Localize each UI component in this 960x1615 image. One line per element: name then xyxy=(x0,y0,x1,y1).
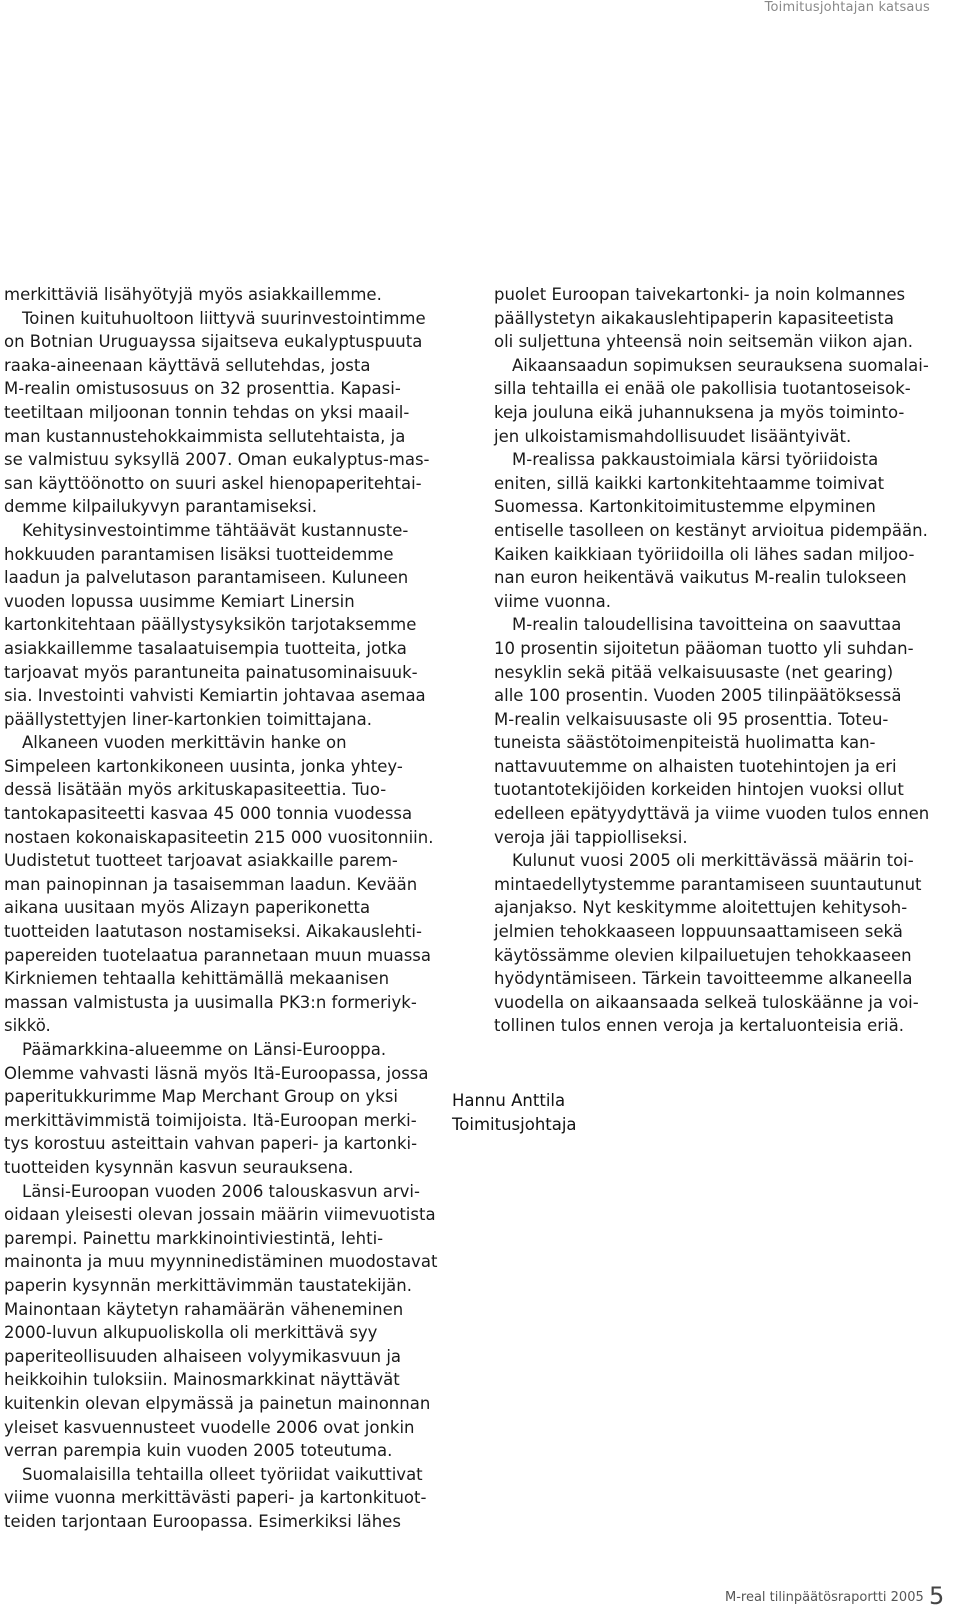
text-line: man kustannustehokkaimmista sellutehtaista, ja xyxy=(4,426,406,446)
text-line: san käyttöönotto on suuri askel hienopaperitehtai- xyxy=(4,473,422,493)
text-line: jelmien tehokkaaseen loppuunsaattamiseen sekä xyxy=(494,922,903,942)
text-line: Kaiken kaikkiaan työriidoilla oli lähes sadan miljoo- xyxy=(494,544,915,564)
text-line: päällystetyn aikakauslehtipaperin kapasiteetista xyxy=(494,308,894,328)
text-line: tuneista säästötoimenpiteistä huolimatta kan- xyxy=(494,733,876,753)
text-line: Päämarkkina-alueemme on Länsi-Eurooppa. xyxy=(22,1040,387,1059)
text-line: heikkoihin tuloksiin. Mainosmarkkinat näyttävät xyxy=(4,1370,400,1390)
text-line: Kehitysinvestointimme tähtäävät kustannuste- xyxy=(22,520,409,540)
text-line: kartonkitehtaan päällystysyksikön tarjotaksemme xyxy=(4,615,417,635)
text-line: teetiltaan miljoonan tonnin tehdas on yksi maail- xyxy=(4,402,410,422)
text-line: keja jouluna eikä juhannuksena ja myös toiminto- xyxy=(494,402,905,422)
text-line: paperiteollisuuden alhaiseen volyymikasvuun ja xyxy=(4,1346,402,1366)
text-line: paperitukkurimme Map Merchant Group on yksi xyxy=(4,1087,398,1107)
text-line: oli suljettuna yhteensä noin seitsemän viikon ajan. xyxy=(494,332,913,352)
text-line: Kulunut vuosi 2005 oli merkittävässä määrin toi- xyxy=(512,851,914,871)
text-line: silla tehtailla ei enää ole pakollisia tuotantoseisok- xyxy=(494,379,911,399)
section-header: Toimitusjohtajan katsaus xyxy=(764,0,930,15)
text-line: päällystettyjen liner-kartonkien toimittajana. xyxy=(4,709,372,729)
signature-title: Toimitusjohtaja xyxy=(452,1115,577,1134)
text-line: puolet Euroopan taivekartonki- ja noin kolmannes xyxy=(494,285,906,304)
text-line: Aikaansaadun sopimuksen seurauksena suomalai- xyxy=(512,355,929,375)
text-line: Simpeleen kartonkikoneen uusinta, jonka yhtey- xyxy=(4,756,403,776)
text-line: Suomalaisilla tehtailla olleet työriidat vaikuttivat xyxy=(22,1464,423,1484)
text-line: eniten, sillä kaikki kartonkitehtaamme toimivat xyxy=(494,473,885,493)
text-line: käytössämme olevien kilpailuetujen tehokkaaseen xyxy=(494,945,912,965)
text-line: teiden tarjontaan Euroopassa. Esimerkiksi lähes xyxy=(4,1511,401,1531)
text-line: 2000-luvun alkupuoliskolla oli merkittävä syy xyxy=(4,1323,378,1343)
text-line: Mainontaan käytetyn rahamäärän väheneminen xyxy=(4,1299,404,1319)
text-line: alle 100 prosentin. Vuoden 2005 tilinpäätöksessä xyxy=(494,686,902,706)
text-line: jen ulkoistamismahdollisuudet lisääntyivät. xyxy=(494,426,852,446)
text-line: nattavuutemme on alhaisten tuotehintojen ja eri xyxy=(494,756,897,776)
text-line: verran parempia kuin vuoden 2005 toteutuma. xyxy=(4,1441,393,1461)
text-line: viime vuonna. xyxy=(494,591,611,611)
text-line: nostaen kokonaiskapasiteetin 215 000 vuositonniin. xyxy=(4,827,434,847)
right-text-column xyxy=(494,283,930,1038)
text-line: on Botnian Uruguayssa sijaitseva eukalyptuspuuta xyxy=(4,332,423,352)
text-line: mainonta ja muu myynninedistäminen muodostavat xyxy=(4,1252,438,1272)
text-line: tys korostuu asteittain vahvan paperi- ja kartonki- xyxy=(4,1134,418,1154)
text-line: tarjoavat myös parantuneita painatusominaisuuk- xyxy=(4,662,418,682)
text-line: nan euron heikentävä vaikutus M-realin tulokseen xyxy=(494,568,907,588)
signature-block xyxy=(452,1089,577,1137)
text-line: nesyklin sekä pitää velkaisuusaste (net gearing) xyxy=(494,662,894,682)
text-line: parempi. Painettu markkinointiviestintä, lehti- xyxy=(4,1228,384,1248)
text-line: laadun ja palvelutason parantamiseen. Kuluneen xyxy=(4,568,409,588)
text-line: M-realin velkaisuusaste oli 95 prosenttia. Toteu- xyxy=(494,709,889,729)
text-line: kuitenkin olevan elpymässä ja painetun mainonnan xyxy=(4,1393,431,1413)
text-line: Toinen kuituhuoltoon liittyvä suurinvestointimme xyxy=(22,308,426,328)
text-line: yleiset kasvuennusteet vuodelle 2006 ovat jonkin xyxy=(4,1417,415,1437)
text-line: papereiden tuotelaatua parannetaan muun muassa xyxy=(4,945,432,965)
text-line: tuotteiden laatutason nostamiseksi. Aikakauslehti- xyxy=(4,922,422,942)
text-line: massan valmistusta ja uusimalla PK3:n formeriyk- xyxy=(4,992,417,1012)
footer-report-name: M-real tilinpäätösraportti 2005 xyxy=(725,1590,924,1605)
text-line: tuotteiden kysynnän kasvun seurauksena. xyxy=(4,1157,354,1177)
text-line: hokkuuden parantamisen lisäksi tuotteidemme xyxy=(4,544,394,564)
text-line: Uudistetut tuotteet tarjoavat asiakkaille parem- xyxy=(4,851,398,871)
text-line: aikana uusitaan myös Alizayn paperikonetta xyxy=(4,898,371,918)
text-line: dessä lisätään myös arkituskapasiteettia. Tuo- xyxy=(4,780,387,800)
text-line: man painopinnan ja tasaisemman laadun. Kevään xyxy=(4,874,418,894)
signature-name: Hannu Anttila xyxy=(452,1091,566,1110)
text-line: asiakkaillemme tasalaatuisempia tuotteita, jotka xyxy=(4,638,407,658)
text-line: veroja jäi tappiolliseksi. xyxy=(494,827,688,847)
text-line: vuodella on aikaansaada selkeä tuloskäänne ja voi- xyxy=(494,992,919,1012)
text-line: tantokapasiteetti kasvaa 45 000 tonnia vuodessa xyxy=(4,804,413,824)
text-line: M-realin omistusosuus on 32 prosenttia. Kapasi- xyxy=(4,379,401,399)
text-line: viime vuonna merkittävästi paperi- ja kartonkituot- xyxy=(4,1488,427,1508)
text-line: merkittäviä lisähyötyjä myös asiakkaillemme. xyxy=(4,285,382,304)
text-line: tollinen tulos ennen veroja ja kertaluonteisia eriä. xyxy=(494,1016,905,1036)
text-line: tuotantotekijöiden korkeiden hintojen vuoksi ollut xyxy=(494,780,904,800)
text-line: ajanjakso. Nyt keskitymme aloitettujen kehitysoh- xyxy=(494,898,908,918)
text-line: sia. Investointi vahvisti Kemiartin johtavaa asemaa xyxy=(4,686,426,706)
text-line: entiselle tasolleen on kestänyt arvioitua pidempään. xyxy=(494,520,928,540)
text-line: Suomessa. Kartonkitoimitustemme elpyminen xyxy=(494,497,876,517)
text-line: edelleen epätyydyttävä ja viime vuoden tulos ennen xyxy=(494,804,930,824)
text-line: Olemme vahvasti läsnä myös Itä-Euroopassa, jossa xyxy=(4,1063,429,1083)
left-text-column xyxy=(4,283,438,1533)
page-number: 5 xyxy=(929,1582,945,1610)
text-line: M-realin taloudellisina tavoitteina on saavuttaa xyxy=(512,615,902,635)
text-line: Kirkniemen tehtaalla kehittämällä mekaanisen xyxy=(4,969,390,989)
text-line: vuoden lopussa uusimme Kemiart Linersin xyxy=(4,591,355,611)
text-line: Alkaneen vuoden merkittävin hanke on xyxy=(22,733,347,753)
text-line: merkittävimmistä toimijoista. Itä-Euroopan merki- xyxy=(4,1110,417,1130)
text-line: demme kilpailukyvyn parantamiseksi. xyxy=(4,497,317,517)
text-line: sikkö. xyxy=(4,1016,51,1036)
text-line: raaka-aineenaan käyttävä sellutehdas, josta xyxy=(4,355,371,375)
text-line: mintaedellytystemme parantamiseen suuntautunut xyxy=(494,874,922,894)
text-line: M-realissa pakkaustoimiala kärsi työriidoista xyxy=(512,450,879,470)
text-line: paperin kysynnän merkittävimmän taustatekijän. xyxy=(4,1275,412,1295)
text-line: hyödyntämiseen. Tärkein tavoitteemme alkaneella xyxy=(494,969,913,989)
text-line: 10 prosentin sijoitetun pääoman tuotto yli suhdan- xyxy=(494,638,914,658)
text-line: oidaan yleisesti olevan jossain määrin viimevuotista xyxy=(4,1205,436,1225)
text-line: Länsi-Euroopan vuoden 2006 talouskasvun arvi- xyxy=(22,1181,420,1201)
text-line: se valmistuu syksyllä 2007. Oman eukalyptus-mas- xyxy=(4,450,430,470)
